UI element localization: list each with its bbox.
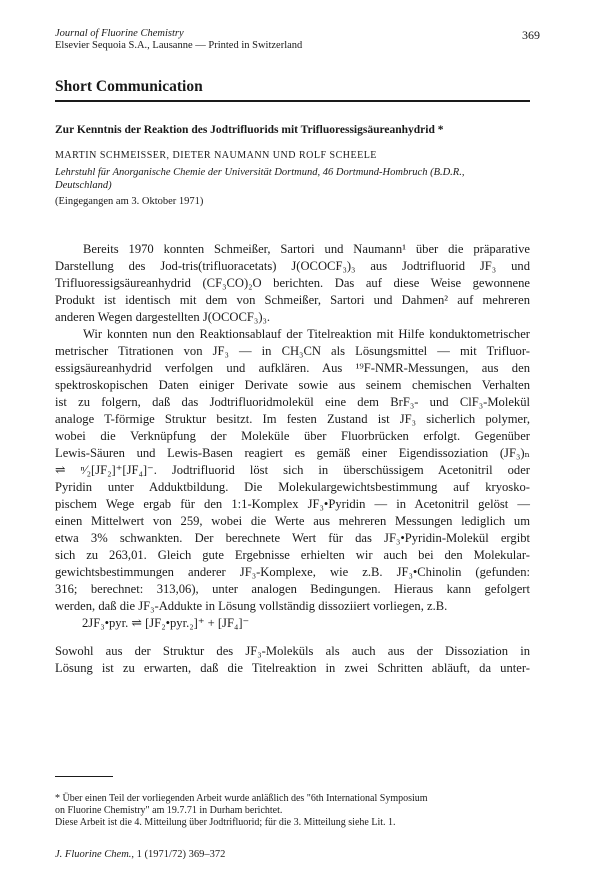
- affiliation-line-1: Lehrstuhl für Anorganische Chemie der Universität Dortmund, 46 Dortmund-Hombruch (B.D.R.,: [55, 167, 465, 178]
- body-line: Produkt ist identisch mit dem von Schmeißer, Sartori und Dahmen² auf mehreren: [55, 293, 530, 307]
- footnote-line-2: on Fluorine Chemistry" am 19.7.71 in Durham berichtet.: [55, 805, 283, 816]
- article-title: Zur Kenntnis der Reaktion des Jodtrifluorids mit Trifluoressigsäureanhydrid *: [55, 124, 444, 136]
- body-line: Lösung ist zu erwarten, daß die Titelreaktion in zwei Schritten abläuft, da unter-: [55, 661, 530, 675]
- footnote-line-3: Diese Arbeit ist die 4. Mitteilung über Jodtrifluorid; für die 3. Mitteilung siehe Lit. 1.: [55, 817, 396, 828]
- body-line: etwa 3% schwankten. Der berechnete Wert für das JF₃•Pyridin-Molekül ergibt: [55, 531, 530, 545]
- journal-name: Journal of Fluorine Chemistry: [55, 28, 184, 39]
- dissociation-equation: 2JF₃•pyr. ⇌ [JF₂•pyr.₂]⁺ + [JF₄]⁻: [82, 616, 250, 630]
- received-date: (Eingegangen am 3. Oktober 1971): [55, 196, 204, 207]
- page-number: 369: [522, 28, 540, 42]
- publisher-line: Elsevier Sequoia S.A., Lausanne — Printed in Switzerland: [55, 40, 303, 51]
- body-line: Pyridin unter Adduktbildung. Die Molekulargewichtsbestimmung auf kryosko-: [55, 480, 530, 494]
- body-line: Bereits 1970 konnten Schmeißer, Sartori und Naumann¹ über die präparative: [83, 242, 530, 256]
- body-line: ist zu folgern, daß das Jodtrifluoridmolekül eine dem BrF₃- und ClF₃-Molekül: [55, 395, 530, 409]
- body-line: pischem Wege ergab für den 1:1-Komplex JF₃•Pyridin — in Acetonitril gelöst —: [55, 497, 530, 511]
- volume-pages: , 1 (1971/72) 369–372: [131, 849, 226, 860]
- footnote-rule: [55, 776, 113, 777]
- footnote-line-1: * Über einen Teil der vorliegenden Arbeit wurde anläßlich des "6th International Symposium: [55, 793, 428, 804]
- journal-abbreviation: J. Fluorine Chem.: [55, 849, 132, 860]
- body-line: Wir konnten nun den Reaktionsablauf der Titelreaktion mit Hilfe konduktometrischer: [83, 327, 530, 341]
- body-line: sich zu 263,01. Gleich gute Ergebnisse erhielten wir auch bei den Molekular-: [55, 548, 530, 562]
- heading-rule: [55, 100, 530, 102]
- body-text-continued: [55, 643, 530, 677]
- body-line: Trifluoressigsäureanhydrid (CF₃CO)₂O berichten. Das auf diese Weise gewonnene: [55, 276, 530, 290]
- body-line: Darstellung des Jod-tris(trifluoracetats) J(OCOCF₃)₃ aus Jodtrifluorid JF₃ und: [55, 259, 530, 273]
- body-line: anderen Wegen dargestellten J(OCOCF₃)₃.: [55, 310, 271, 324]
- body-line: ⇌ ⁿ⁄₂[JF₂]⁺[JF₄]⁻. Jodtrifluorid löst sich in überschüssigem Acetonitril oder: [55, 463, 530, 477]
- affiliation-line-2: Deutschland): [55, 180, 112, 191]
- body-line: Sowohl aus der Struktur des JF₃-Moleküls als auch aus der Dissoziation in: [55, 644, 530, 658]
- body-line: werden, daß die JF₃-Addukte in Lösung vollständig dissoziiert vorliegen, z.B.: [55, 599, 448, 613]
- body-line: metrischer Titrationen von JF₃ — in CH₃CN als Lösungsmittel — mit Trifluor-: [55, 344, 530, 358]
- body-text: [55, 241, 530, 615]
- body-line: einen Mittelwert von 259, wobei die Werte aus mehreren Messungen lediglich um: [55, 514, 530, 528]
- body-line: 316; berechnet: 313,06), unter analogen Bedingungen. Hieraus kann gefolgert: [55, 582, 530, 596]
- body-line: Lewis-Säuren und Lewis-Basen reagiert es gemäß einer Eigendissoziation (JF₃)ₙ: [55, 446, 530, 460]
- body-line: gewichtsbestimmungen anderer JF₃-Komplexe, wie z.B. JF₃•Chinolin (gefunden:: [55, 565, 530, 579]
- body-line: spektroskopischen Daten einiger Derivate sowie aus seinem chemischen Verhalten: [55, 378, 530, 392]
- body-line: wobei die Verknüpfung der Moleküle über Fluorbrücken erfolgt. Gegenüber: [55, 429, 530, 443]
- section-heading: Short Communication: [55, 78, 203, 95]
- journal-citation: [55, 849, 225, 860]
- author-list: MARTIN SCHMEISSER, DIETER NAUMANN UND ROLF SCHEELE: [55, 150, 377, 161]
- body-line: analoge T-förmige Struktur besitzt. Im festen Zustand ist JF₃ sicherlich polymer,: [55, 412, 530, 426]
- body-line: essigsäureanhydrid verfolgen und aufklären. Aus ¹⁹F-NMR-Messungen, aus den: [55, 361, 530, 375]
